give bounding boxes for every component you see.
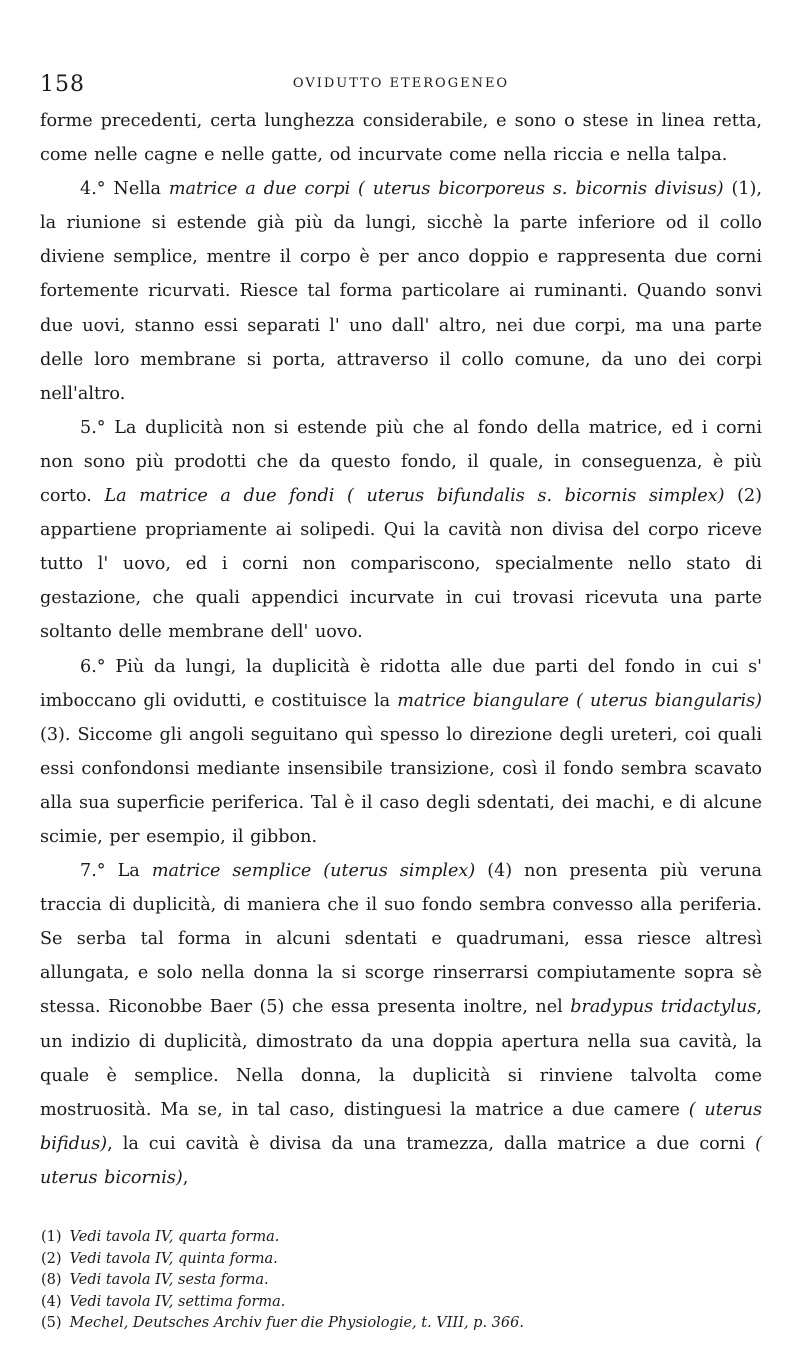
- term-uterus-bicornis: ( uterus bicornis): [40, 1133, 763, 1188]
- footnote: [41, 1270, 762, 1292]
- footnote-text: Vedi tavola IV, settima forma.: [69, 1293, 286, 1310]
- paragraph-4-lead: 6.° Più da lungi, la duplicità è ridotta alle due parti del fondo in cui s' imboccano gli ovidutti, e costituisce la: [40, 656, 762, 711]
- paragraph-2: [40, 172, 762, 411]
- paragraph-3-lead: 5.° La duplicità non si estende più che al fondo della matrice, ed i corni non sono più prodotti che da questo fondo, il quale, in conseguenza, è più corto.: [40, 417, 762, 507]
- running-head: OVIDUTTO ETEROGENEO: [292, 76, 510, 91]
- paragraph-4-text: (3). Siccome gli angoli seguitano quì spesso lo direzione degli ureteri, coi quali essi confondonsi mediante insensibile transizione, così il fondo sembra scavato alla sua superficie periferica. Tal è il caso degli sdentati, dei machi, e di alcune scimie, per esempio, il gibbon.: [40, 724, 762, 847]
- footnote-mark: (1): [41, 1229, 62, 1245]
- footnote: [41, 1249, 762, 1271]
- footnote-mark: (8): [41, 1272, 62, 1288]
- paragraph-3-text: (2) appartiene propriamente ai solipedi. Qui la cavità non divisa del corpo riceve tutto l' uovo, ed i corni non compariscono, specialmente nello stato di gestazione, che quali appendici incurvate in cui trovasi ricevuta una parte soltanto delle membrane dell' uovo.: [40, 486, 763, 643]
- footnote: [41, 1292, 762, 1314]
- page-number: 158: [40, 72, 85, 97]
- paragraph-4: [40, 650, 762, 855]
- footnote-text: Vedi tavola IV, sesta forma.: [69, 1272, 269, 1288]
- body-text: [40, 104, 762, 1195]
- footnote-mark: (4): [41, 1293, 62, 1310]
- footnote: [41, 1227, 762, 1249]
- paragraph-5-lead: 7.° La: [80, 861, 140, 882]
- paragraph-3: [40, 411, 762, 650]
- footnotes: [40, 1227, 762, 1335]
- paragraph-5-text-a: (4) non presenta più veruna traccia di duplicità, di maniera che il suo fondo sembra convesso alla periferia. Se serba tal forma in alcuni sdentati e quadrumani, essa riesce altresì allungata, e solo nella donna la si scorge rinserrarsi compiutamente sopra sè stessa. Riconobbe Baer (5) che essa presenta inoltre, nel: [40, 861, 763, 1018]
- footnote-mark: (2): [41, 1250, 62, 1267]
- footnote: [41, 1313, 762, 1335]
- paragraph-1: forme precedenti, certa lunghezza considerabile, e sono o stese in linea retta, come nelle cagne e nelle gatte, od incurvate come nella riccia e nella talpa.: [40, 111, 762, 166]
- paragraph-2-lead: 4.° Nella: [80, 179, 161, 200]
- term-uterus-bifundalis: La matrice a due fondi ( uterus bifundalis s. bicornis simplex): [104, 486, 725, 507]
- footnote-mark: (5): [41, 1315, 62, 1331]
- footnote-text: Mechel, Deutsches Archiv fuer die Physiologie, t. VIII, p. 366.: [69, 1315, 524, 1331]
- paragraph-5: [40, 854, 762, 1195]
- footnote-text: Vedi tavola IV, quinta forma.: [69, 1250, 278, 1267]
- term-uterus-bifidus: ( uterus bifidus): [40, 1099, 762, 1154]
- book-page: [40, 72, 762, 1335]
- footnote-text: Vedi tavola IV, quarta forma.: [69, 1229, 280, 1245]
- paragraph-5-text-d: ,: [182, 1167, 189, 1188]
- term-uterus-bicorporeus: matrice a due corpi ( uterus bicorporeus s. bicornis divisus): [168, 179, 724, 200]
- paragraph-2-text: (1), la riunione si estende già più da lungi, sicchè la parte inferiore od il collo diviene semplice, mentre il corpo è per anco doppio e rappresenta due corni fortemente ricurvati. Riesce tal forma particolare ai ruminanti. Quando sonvi due uovi, stanno essi separati l' uno dall' altro, nei due corpi, ma una parte delle loro membrane si porta, attraverso il collo comune, da uno dei corpi nell'altro.: [40, 179, 762, 404]
- page-header: [40, 72, 762, 98]
- term-uterus-biangularis: matrice biangulare ( uterus biangularis): [397, 690, 762, 711]
- paragraph-5-text-c: , la cui cavità è divisa da una tramezza, dalla matrice a due corni: [107, 1133, 746, 1154]
- paragraph-5-text-b: , un indizio di duplicità, dimostrato da una doppia apertura nella sua cavità, la quale è semplice. Nella donna, la duplicità si rinviene talvolta come mostruosità. Ma se, in tal caso, distinguesi la matrice a due camere: [40, 997, 762, 1120]
- term-bradypus: bradypus tridactylus: [570, 997, 757, 1018]
- term-uterus-simplex: matrice semplice (uterus simplex): [151, 861, 476, 882]
